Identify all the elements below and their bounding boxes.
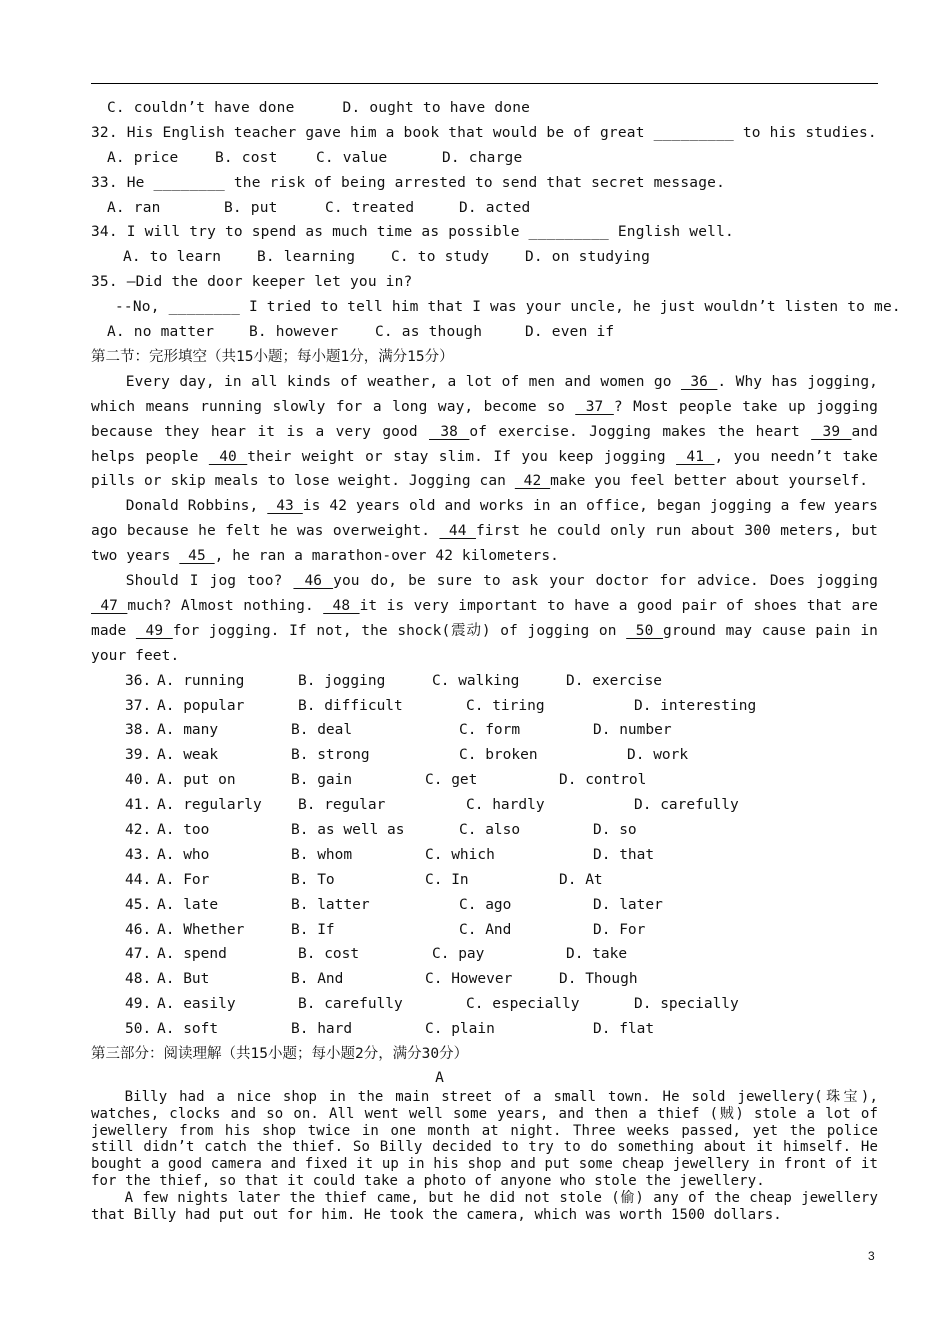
blank-43: 43 — [267, 498, 303, 515]
header-rule — [91, 83, 878, 84]
blank-46: 46 — [293, 573, 334, 590]
option-choice: A. Whether — [157, 921, 245, 938]
reading-paragraph-2: A few nights later the thief came, but he did not stole (偷) any of the cheap jewellery that Billy had put out for him. He took the camera, which was worth 1500 dollars. — [91, 1189, 878, 1223]
question-33-options: A. ran B. put C. treated D. acted — [107, 199, 531, 216]
page-content — [91, 96, 901, 1223]
blank-48: 48 — [323, 597, 360, 614]
option-choice: A. For — [157, 871, 210, 888]
option-choice: A. regularly — [157, 797, 262, 814]
option-choice: C. In — [425, 871, 469, 888]
option-row — [125, 918, 878, 943]
cloze-paragraph-2: Donald Robbins, 43 is 42 years old and works in an office, began jogging a few years ago because he felt he was overweight. 44 first he could only run about 300 meters, but two years 45 , he ran a marathon-over 42 kilometers. — [91, 498, 878, 565]
option-row — [125, 1017, 878, 1042]
option-choice: C. plain — [425, 1021, 495, 1038]
option-choice: D. work — [627, 747, 689, 764]
option-choice: D. At — [559, 871, 603, 888]
option-row — [125, 669, 878, 694]
option-row — [125, 793, 878, 818]
option-row — [125, 868, 878, 893]
option-choice: A. many — [157, 722, 219, 739]
option-choice: A. running — [157, 672, 245, 689]
blank-44: 44 — [439, 523, 476, 540]
option-choice: C. get — [425, 772, 478, 789]
reading-paragraph-1: Billy had a nice shop in the main street of a small town. He sold jewellery(珠宝), watches, clocks and so on. All went well some years, and then a thief (贼) stole a lot of jewellery from his shop twice in one month at night. Three weeks passed, yet the police still didn’t catch the thief. So Billy decided to try to do something about it himself. He bought a good camera and fixed it up in his shop and put some cheap jewellery in front of it for the thief, so that it could take a photo of anyone who stole the jewellery. — [91, 1088, 878, 1189]
option-choice: A. soft — [157, 1021, 219, 1038]
option-choice: C. walking — [432, 672, 520, 689]
question-number: 42. — [125, 822, 152, 839]
option-choice: A. put on — [157, 772, 236, 789]
blank-38: 38 — [429, 423, 470, 440]
option-row — [125, 893, 878, 918]
option-choice: D. that — [593, 846, 655, 863]
option-choice: B. strong — [291, 747, 370, 764]
option-choice: B. gain — [291, 772, 353, 789]
option-choice: C. hardly — [466, 797, 545, 814]
question-number: 44. — [125, 871, 152, 888]
question-number: 49. — [125, 996, 152, 1013]
option-choice: A. But — [157, 971, 210, 988]
option-choice: B. difficult — [298, 697, 403, 714]
option-row — [125, 967, 878, 992]
option-choice: C. And — [459, 921, 512, 938]
option-choice: A. late — [157, 896, 219, 913]
question-number: 45. — [125, 896, 152, 913]
question-number: 46. — [125, 921, 152, 938]
question-35-options: A. no matter B. however C. as though D. even if — [107, 324, 615, 341]
option-choice: C. ago — [459, 896, 512, 913]
option-choice: B. hard — [291, 1021, 353, 1038]
option-choice: C. broken — [459, 747, 538, 764]
question-number: 38. — [125, 722, 152, 739]
option-choice: A. easily — [157, 996, 236, 1013]
blank-40: 40 — [208, 448, 248, 465]
question-31-options — [91, 96, 878, 121]
option-choice: A. spend — [157, 946, 227, 963]
option-row — [125, 743, 878, 768]
option-row — [125, 992, 878, 1017]
question-number: 41. — [125, 797, 152, 814]
option-choice: A. popular — [157, 697, 245, 714]
option-choice: A. too — [157, 822, 210, 839]
question-34-stem: 34. I will try to spend as much time as possible _________ English well. — [91, 224, 734, 241]
option-choice: B. jogging — [298, 672, 386, 689]
cloze-options-list — [125, 669, 878, 1042]
page-number: 3 — [868, 1249, 875, 1263]
passage-label: A — [435, 1069, 444, 1086]
option-choice: D. Though — [559, 971, 638, 988]
question-35-stem-2: --No, ________ I tried to tell him that I was your uncle, he just wouldn’t listen to me. — [115, 299, 901, 316]
section-2-heading: 第二节：完形填空（共15小题；每小题1分，满分15分） — [91, 348, 454, 365]
option-choice: C. form — [459, 722, 521, 739]
option-row — [125, 718, 878, 743]
blank-36: 36 — [680, 373, 718, 390]
question-32-stem: 32. His English teacher gave him a book that would be of great _________ to his studies. — [91, 124, 877, 141]
blank-41: 41 — [676, 448, 715, 465]
cloze-paragraph-1: Every day, in all kinds of weather, a lot of men and women go 36 . Why has jogging, which means running slowly for a long way, become so 37 ? Most people take up jogging because they hear it is a very good 38 of exercise. Jogging makes the heart 39 and helps people 40 their weight or stay slim. If you keep jogging 41 , you needn’t take pills or skip meals to lose weight. Jogging can 42 make you feel better about yourself. — [91, 373, 879, 490]
option-row — [125, 768, 878, 793]
question-35-stem: 35. –Did the door keeper let you in? — [91, 274, 413, 291]
option-choice: C. which — [425, 846, 495, 863]
question-33-stem: 33. He ________ the risk of being arrested to send that secret message. — [91, 174, 726, 191]
option-choice: D. so — [593, 822, 637, 839]
option-choice: A. who — [157, 846, 210, 863]
option-row — [125, 942, 878, 967]
blank-39: 39 — [811, 423, 852, 440]
question-number: 39. — [125, 747, 152, 764]
question-34-options: A. to learn B. learning C. to study D. on studying — [123, 249, 651, 266]
question-number: 37. — [125, 697, 152, 714]
option-choice: C. pay — [432, 946, 485, 963]
option-choice: B. latter — [291, 896, 370, 913]
option-choice: D. carefully — [634, 797, 739, 814]
option-choice: D. specially — [634, 996, 739, 1013]
option-c: C. couldn’t have done — [107, 100, 295, 116]
option-choice: D. flat — [593, 1021, 655, 1038]
option-choice: B. whom — [291, 846, 353, 863]
option-choice: A. weak — [157, 747, 219, 764]
blank-45: 45 — [179, 548, 215, 565]
option-choice: D. exercise — [566, 672, 663, 689]
section-3-heading: 第三部分：阅读理解（共15小题；每小题2分，满分30分） — [91, 1046, 469, 1063]
blank-42: 42 — [514, 473, 551, 490]
option-choice: C. tiring — [466, 697, 545, 714]
blank-50: 50 — [626, 622, 664, 639]
question-number: 48. — [125, 971, 152, 988]
option-choice: B. as well as — [291, 822, 405, 839]
blank-49: 49 — [135, 622, 173, 639]
option-choice: C. However — [425, 971, 513, 988]
option-row — [125, 818, 878, 843]
question-32-options: A. price B. cost C. value D. charge — [107, 149, 523, 166]
option-choice: D. For — [593, 921, 646, 938]
option-choice: B. To — [291, 871, 335, 888]
option-choice: D. control — [559, 772, 647, 789]
question-number: 47. — [125, 946, 152, 963]
option-choice: B. carefully — [298, 996, 403, 1013]
option-choice: D. take — [566, 946, 628, 963]
option-choice: B. And — [291, 971, 344, 988]
option-choice: D. interesting — [634, 697, 757, 714]
blank-47: 47 — [91, 597, 128, 614]
option-choice: B. deal — [291, 722, 353, 739]
question-number: 40. — [125, 772, 152, 789]
option-choice: C. also — [459, 822, 521, 839]
cloze-paragraph-3: Should I jog too? 46 you do, be sure to ask your doctor for advice. Does jogging 47 much? Almost nothing. 48 it is very important to have a good pair of shoes that are made 49 for jogging. If not, the shock(震动) of jogging on 50 ground may cause pain in your feet. — [91, 573, 879, 664]
option-choice: C. especially — [466, 996, 580, 1013]
option-choice: D. later — [593, 896, 663, 913]
option-row — [125, 694, 878, 719]
question-number: 43. — [125, 846, 152, 863]
question-number: 50. — [125, 1021, 152, 1038]
blank-37: 37 — [575, 398, 614, 415]
option-choice: D. number — [593, 722, 672, 739]
question-number: 36. — [125, 672, 152, 689]
option-choice: B. If — [291, 921, 335, 938]
option-choice: B. regular — [298, 797, 386, 814]
option-choice: B. cost — [298, 946, 360, 963]
option-row — [125, 843, 878, 868]
option-d: D. ought to have done — [342, 100, 531, 116]
